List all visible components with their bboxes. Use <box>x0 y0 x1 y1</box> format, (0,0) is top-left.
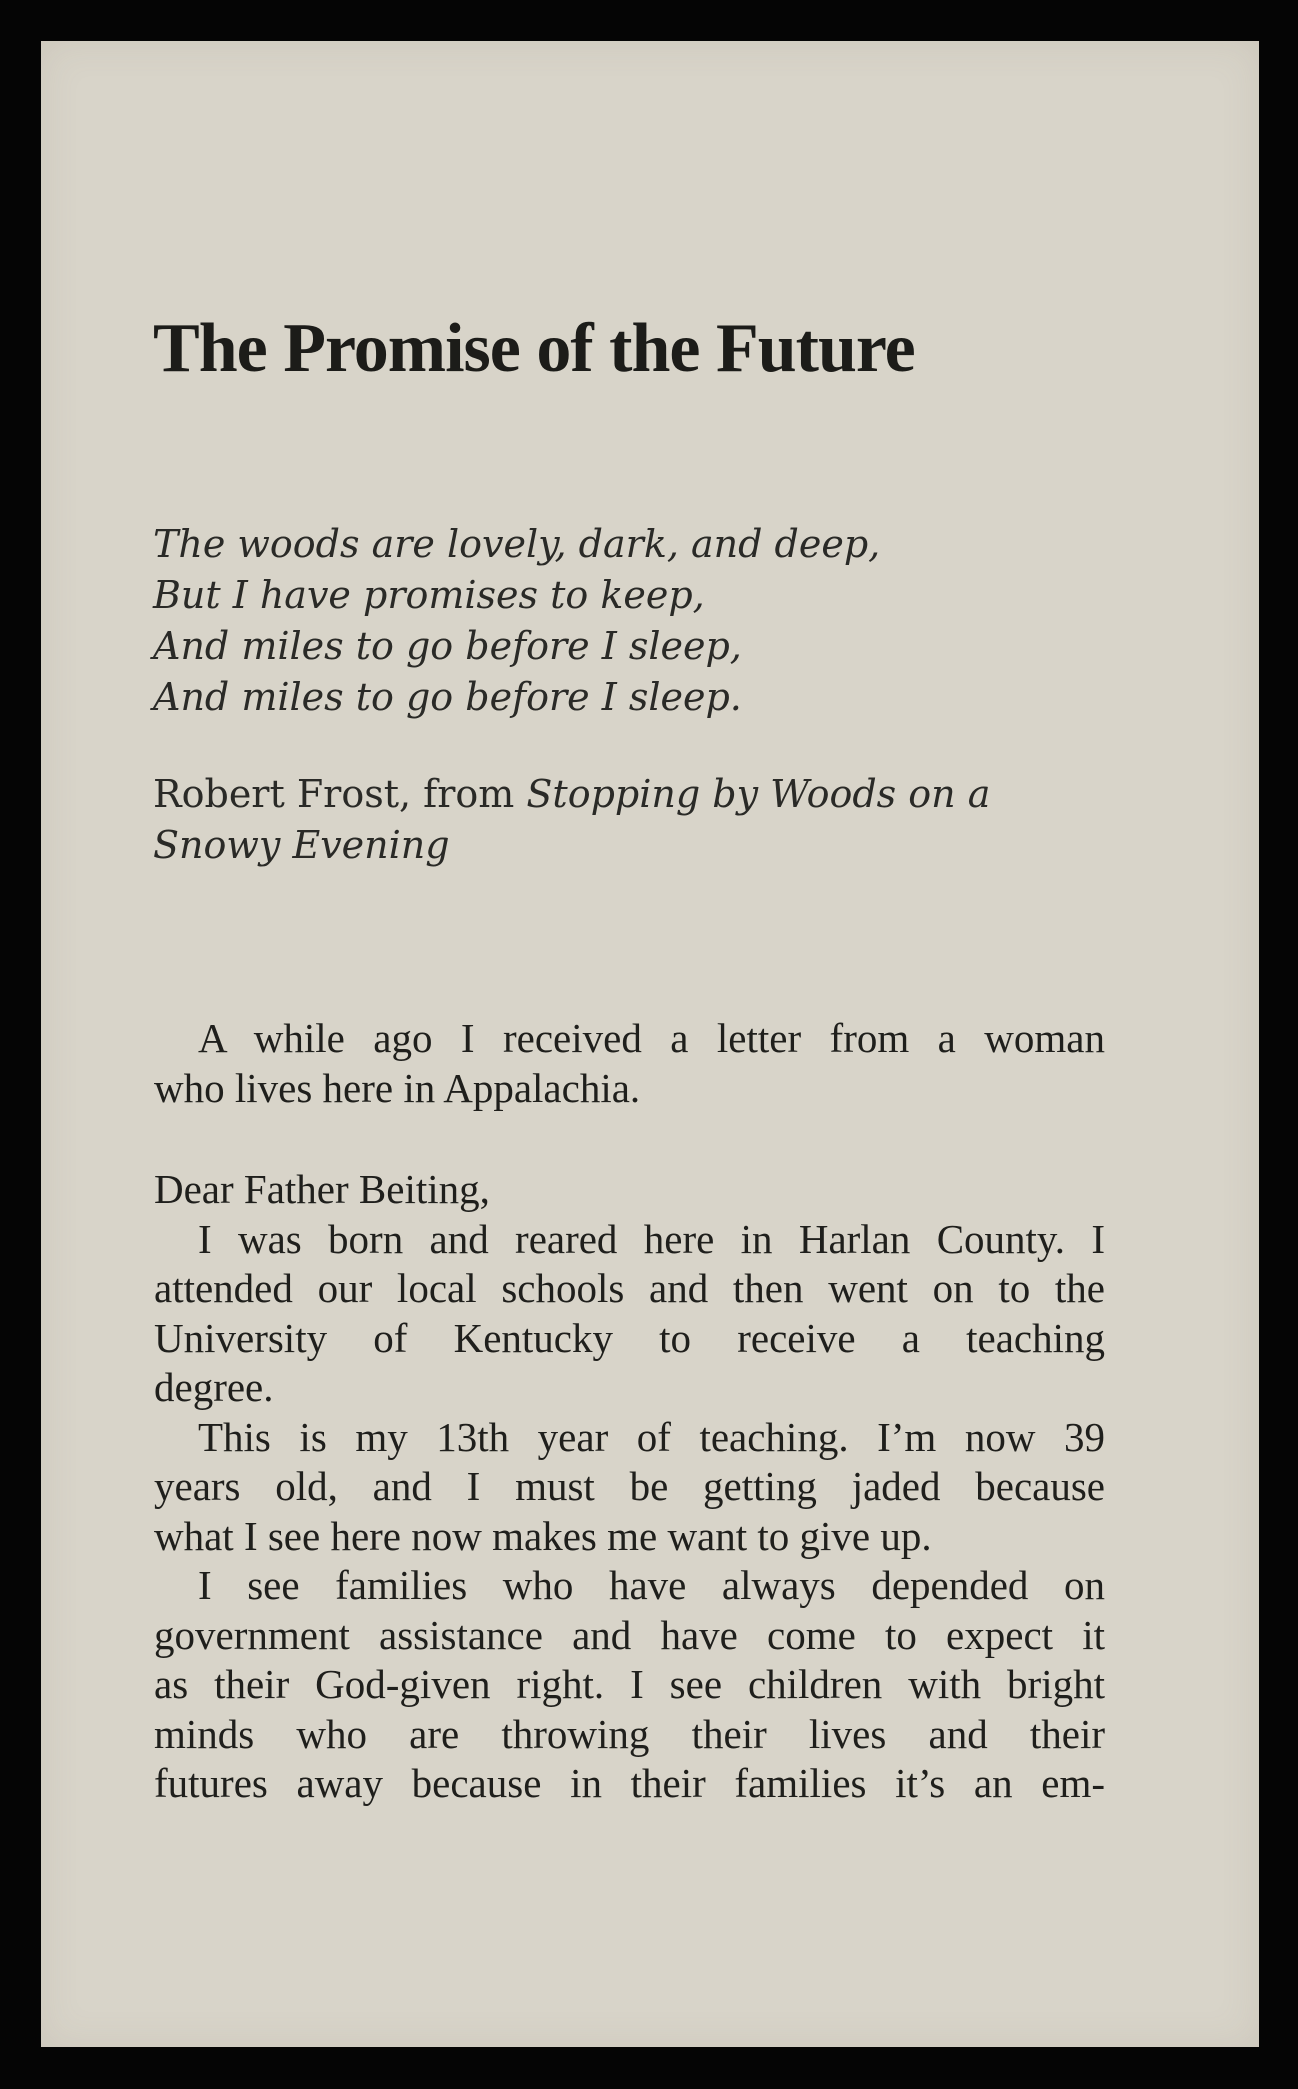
attribution-work-title-cont: Snowy Evening <box>153 823 450 867</box>
poem-line: The woods are lovely, dark, and deep, <box>153 522 881 566</box>
poem-line: And miles to go before I sleep, <box>153 624 742 668</box>
document-page <box>41 41 1259 2047</box>
letter-paragraph-1-line: attended our local schools and then went on to the <box>154 1265 1105 1311</box>
letter-paragraph-3-line: as their God-given right. I see children with bright <box>154 1661 1105 1707</box>
letter-paragraph-2-line: what I see here now makes me want to give up. <box>154 1512 932 1559</box>
poem-line: But I have promises to keep, <box>153 573 705 617</box>
attribution-line-1 <box>153 769 990 820</box>
body-text <box>154 1014 1105 1809</box>
letter-paragraph-3-line: futures away because in their families it’s an em- <box>154 1760 1105 1806</box>
letter-paragraph-3-line: government assistance and have come to expect it <box>154 1611 1105 1658</box>
letter-salutation: Dear Father Beiting, <box>154 1166 490 1212</box>
poem-line: And miles to go before I sleep. <box>153 675 742 719</box>
poem-attribution <box>153 769 990 871</box>
page-title: The Promise of the Future <box>153 310 915 387</box>
letter-paragraph-2-line: years old, and I must be getting jaded because <box>154 1463 1105 1509</box>
letter-paragraph-1-line: I was born and reared here in Harlan County. I <box>198 1215 1105 1262</box>
letter-paragraph-2-line: This is my 13th year of teaching. I’m now 39 <box>198 1413 1105 1460</box>
letter-paragraph-1-line: degree. <box>154 1364 274 1410</box>
letter-paragraph-3-line: minds who are throwing their lives and their <box>154 1710 1105 1757</box>
poem-epigraph <box>153 519 880 723</box>
intro-line: who lives here in Appalachia. <box>154 1064 641 1111</box>
attribution-author: Robert Frost, from <box>153 772 527 816</box>
intro-line: A while ago I received a letter from a woman <box>198 1015 1105 1061</box>
attribution-work-title: Stopping by Woods on a <box>526 772 991 816</box>
paragraph-gap <box>154 1113 1105 1165</box>
letter-paragraph-1-line: University of Kentucky to receive a teaching <box>154 1314 1105 1361</box>
letter-paragraph-3-line: I see families who have always depended on <box>198 1562 1105 1608</box>
